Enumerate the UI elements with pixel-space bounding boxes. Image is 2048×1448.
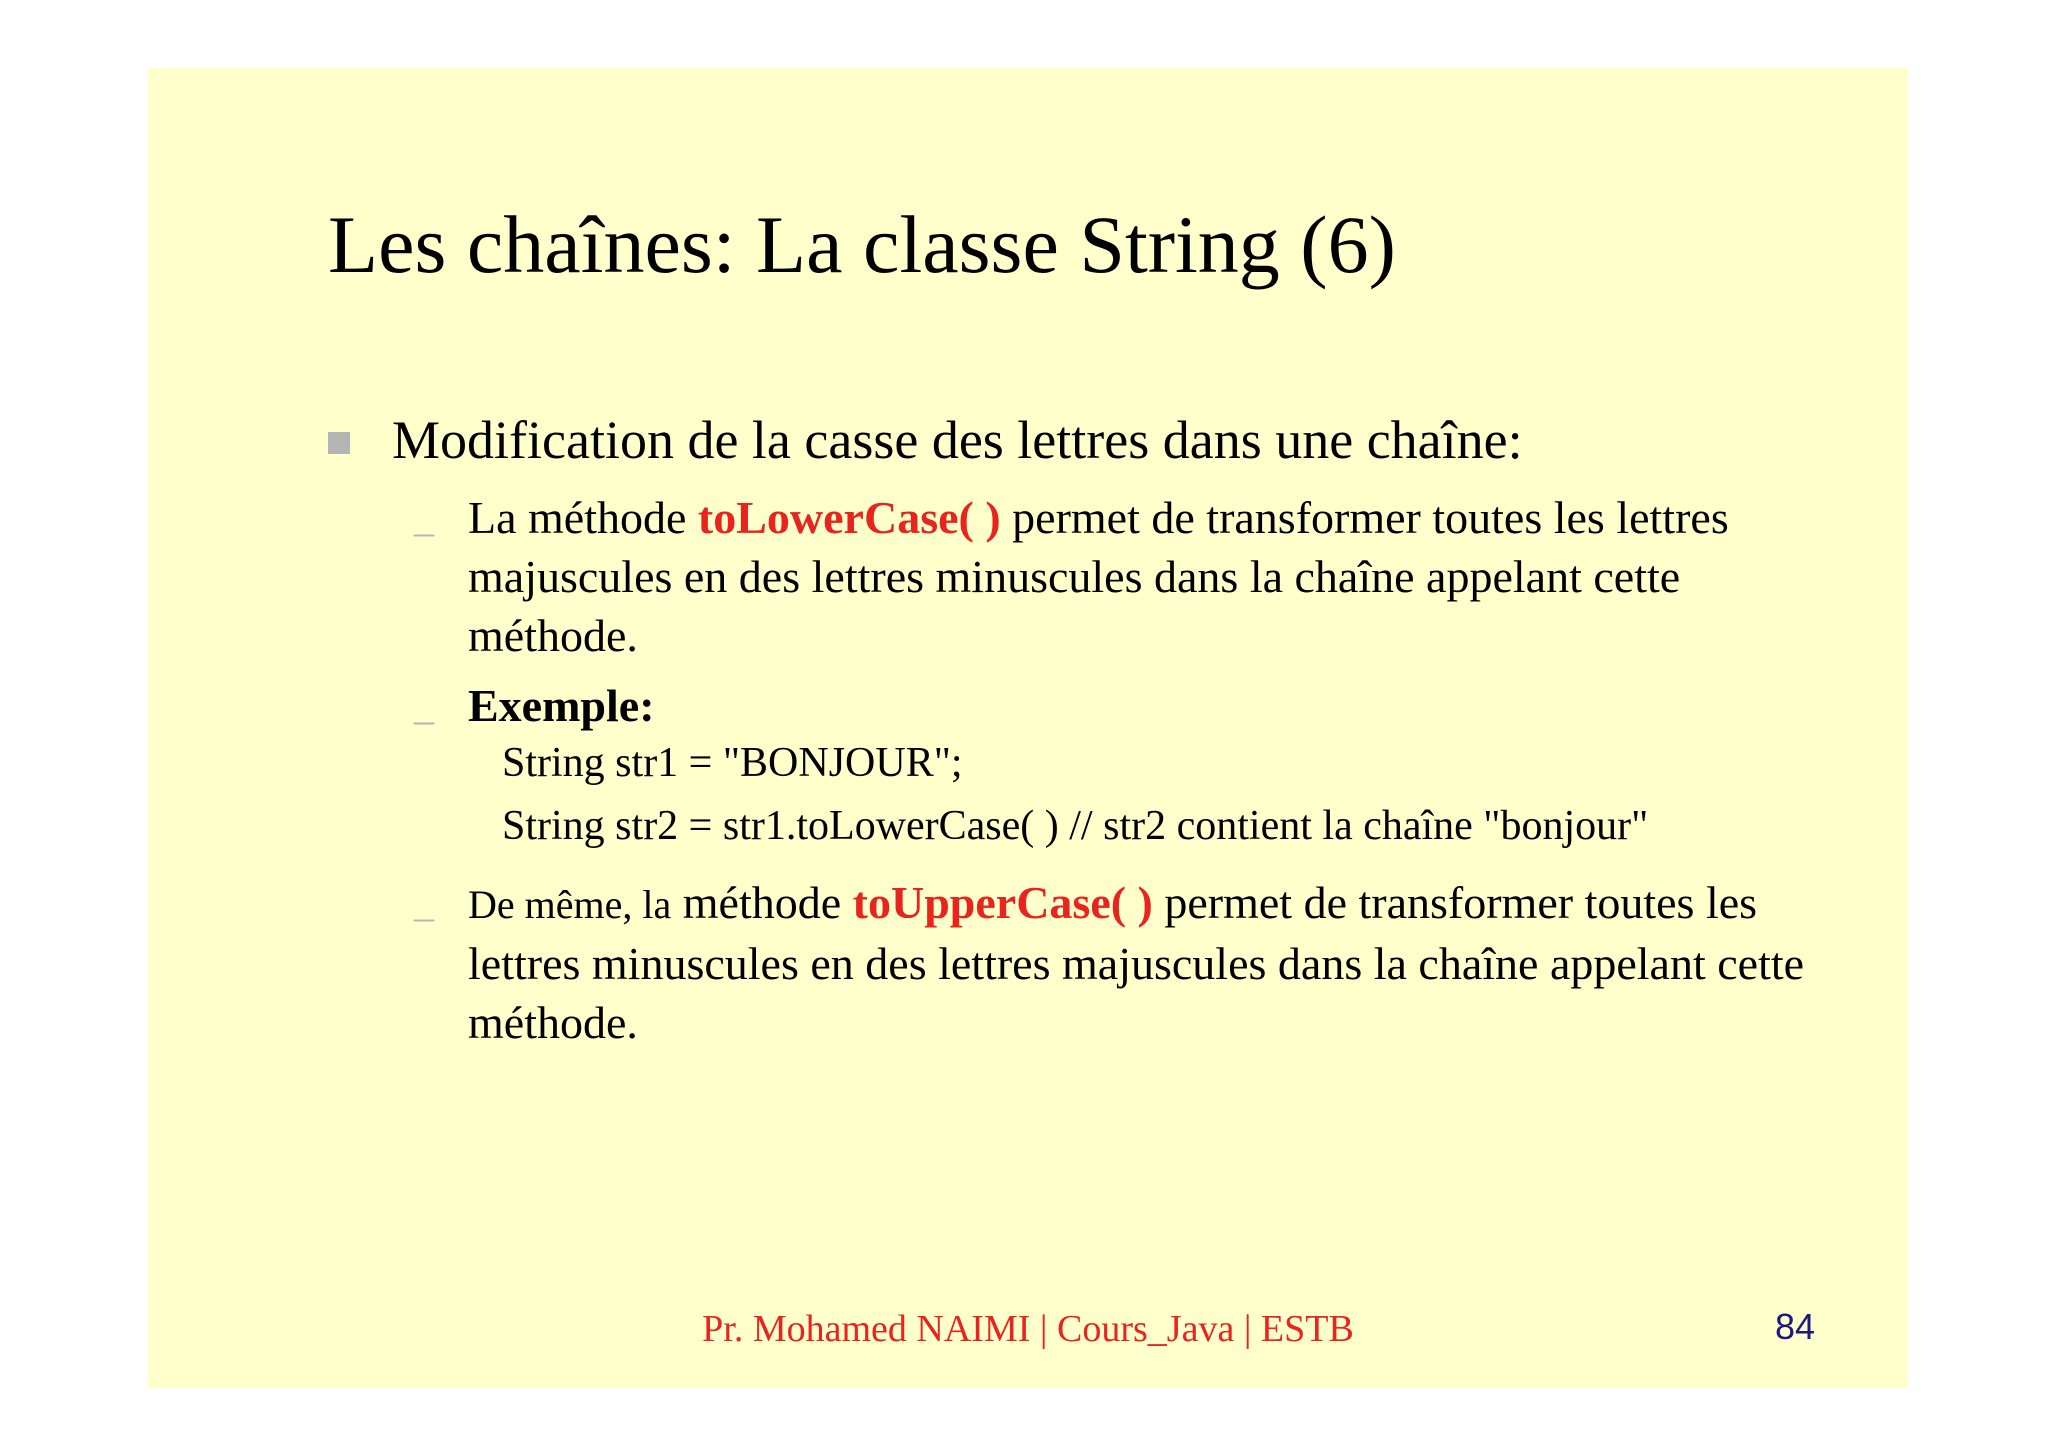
main-bullet-text: Modification de la casse des lettres dans une chaîne: [392, 410, 1523, 470]
sub1-pre: La méthode [468, 492, 698, 543]
code-line-1: String str1 = "BONJOUR"; [502, 740, 963, 786]
sub3-pre: méthode [671, 877, 853, 928]
tolowercase-method: toLowerCase( ) [697, 492, 1001, 543]
touppercase-method: toUpperCase( ) [852, 877, 1153, 928]
code-line-2: String str2 = str1.toLowerCase( ) // str2 contient la chaîne "bonjour" [502, 803, 1649, 849]
dash-bullet-icon: – [414, 509, 434, 554]
example-label: Exemple: [468, 680, 655, 731]
dash-bullet-icon: – [414, 697, 434, 742]
sub3-pre-small: De même, la [468, 882, 672, 927]
dash-bullet-icon: – [414, 894, 434, 939]
sub-bullet-touppercase [468, 873, 1808, 1052]
sub3-post: permet de transformer toutes les lettres minuscules en des lettres majuscules dans la chaîne appelant cette méthode. [468, 877, 1805, 1048]
slide-title: Les chaînes: La classe String (6) [328, 199, 1396, 290]
page-number: 84 [1774, 1306, 1815, 1347]
slide [148, 68, 1908, 1388]
sub1-post: permet de transformer toutes les lettres majuscules en des lettres minuscules dans la chaîne appelant cette méthode. [468, 492, 1729, 661]
slide-footer: Pr. Mohamed NAIMI | Cours_Java | ESTB [702, 1308, 1354, 1350]
sub-bullet-tolowercase [468, 488, 1808, 665]
sub-bullet-example [468, 676, 1808, 735]
square-bullet-icon [328, 432, 350, 454]
